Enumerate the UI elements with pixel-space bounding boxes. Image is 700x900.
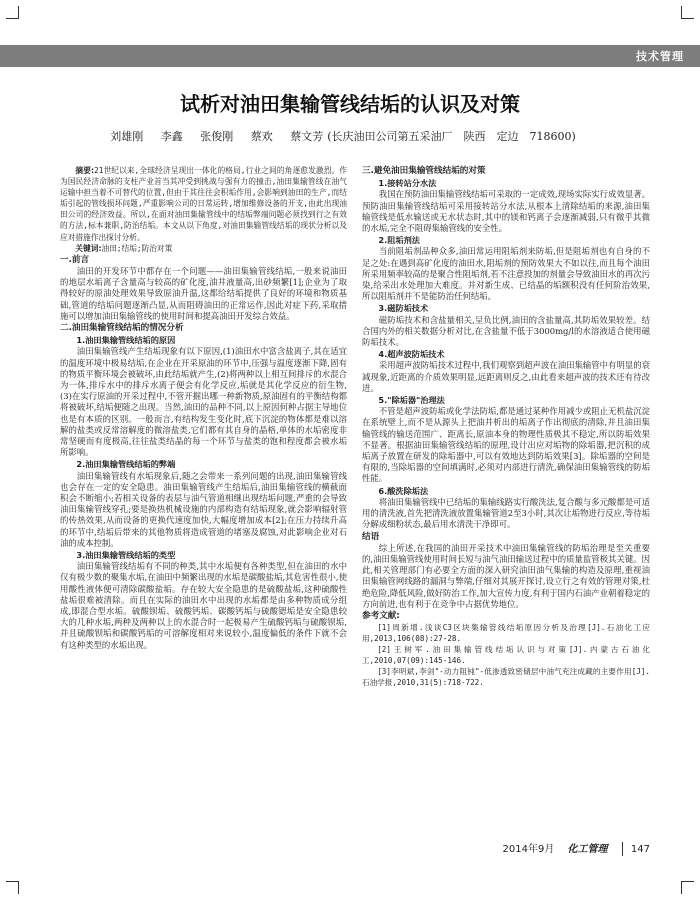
magazine-name: 化工管理 xyxy=(567,844,608,855)
paragraph: 不管是超声波防垢或化学法防垢,都是通过某种作用减少或阻止无机盐沉淀在系统壁上,而不是从源头上把油井析出的垢离子作出彻底的清除,并且油田集输管线的输送范围广、距离长,原油本身的物理性质极其不稳定,所以防垢效果不显著。根据油田集输管线结垢的原理,设计出应对垢物的除垢器,把沉积的成垢离子放置在研发的除垢器中,可以有效地达到防垢效果[3]。除垢器的空间是有限的,当除垢器的空间填满时,必须对内部进行清洗,确保油田集输管线的防垢性能。 xyxy=(362,406,650,484)
divider xyxy=(622,842,623,856)
issue-date: 2014年9月 xyxy=(502,844,555,855)
paragraph: 油田集输管线结垢有不同的种类,其中水垢便有各种类型,但在油田的水中仅有极少数的聚集水垢,在油田中频繁出现的水垢是碳酸盐垢,其危害性很小,使用酸性液体便可清除碳酸盐垢。存在较大安全隐患的是硫酸盐垢,这种硫酸性盐垢很难被清除。而且在实际的油田水中出现的水垢都是由多种物质成分组成,即混合型水垢。硫酸钡垢、硫酸钙垢、碳酸钙垢与硫酸锶垢是安全隐患较大的几种水垢,两种及两种以上的水混合时一起极易产生硫酸钙垢与硫酸钡垢,并且硫酸钡垢和碳酸钙垢的可溶解度相对来说较小,温度偏低的条件下就不会有这种类型的水垢出现。 xyxy=(60,561,347,650)
section-header-bar xyxy=(0,45,700,67)
paragraph: 综上所述,在我国的油田开采技术中油田集输管线的防垢治理是至关重要的,油田集输管线使用时间长短与油气油田输送过程中的质量监管极其关键。因此,相关管理部门有必要全方面的深入研究油田油气集输的构造及原理,重视油田集输管网线路的漏洞与弊端,仔细对其展开探讨,设立行之有效的管理对策,杜绝危险,降低风险,做好防治工作,加大宣传力度,有利于国内石油产业朝着稳定的方向前进,也有利于在竞争中占据优势地位。 xyxy=(362,542,650,609)
paragraph: 油田集输管线产生结垢现象有以下原因,(1)油田水中富含盐离子,其在适宜的温度环境中极易结垢,在企业在开采原油的环节中,压强与温度逐渐下降,固有的物质平衡环境会被破坏,由此结垢就产生,(2)将两种以上相互间排斥的水混合为一体,排斥水中的排斥水离子便会有化学反应,垢就是其化学反应的衍生物,(3)在实行原油的开采过程中,不管开掘出哪一种新物质,原油固有的平衡结构都将被破坏,结垢便随之出现。当然,油田的品种不同,以上原因何种占据主导地位也是有本质的区别。一般而言,有结构发生变化时,底下沉淀的物体都是难以溶解的盐类或反常溶解度的微溶盐类,它们都有其自身的晶格,单体的水垢密度非常坚硬而有度极高,往往盐类结晶的每一个环节与盐类的饱和程度都会被水垢所影响。 xyxy=(60,346,347,458)
author: 蔡欢 xyxy=(250,130,273,143)
page-number: 147 xyxy=(630,844,650,855)
author-line xyxy=(0,128,700,144)
subsection-heading: 2.阻垢剂法 xyxy=(378,235,420,246)
subsection-heading: 3.磁防垢技术 xyxy=(378,303,429,314)
crop-mark xyxy=(6,6,19,19)
section-heading: 二.油田集输管线结垢的情况分析 xyxy=(60,322,184,333)
crop-mark xyxy=(6,881,19,894)
paragraph: 我国在预防油田集输管线结垢可采取的一定成效,现场实际实行成效显著。预防油田集输管线结垢可采用接转站分水法,从根本上清除结垢的来源,油田集输管线是低水输送或无水状态时,其中的镁和钙离子会逐渐减弱,只有微乎其微的水垢,完全不阻碍集输管线的安全性。 xyxy=(362,189,650,234)
keywords-label: 关键词: xyxy=(75,243,102,253)
author: 蔡文芳 xyxy=(290,130,324,143)
crop-mark xyxy=(681,881,694,894)
crop-mark xyxy=(681,6,694,19)
subsection-heading: 2.油田集输管线结垢的弊端 xyxy=(76,459,176,470)
references-heading: 参考文献: xyxy=(362,610,400,621)
section-heading: 三.避免油田集输管线结垢的对策 xyxy=(362,166,486,176)
abstract-label: 摘要: xyxy=(75,166,95,175)
subsection-heading: 6.酸洗除垢法 xyxy=(378,485,429,496)
keywords: 油田;结垢;防治对策 xyxy=(101,243,173,253)
paragraph: 油田集输管线有水垢现象后,随之会带来一系列问题的出现,油田集输管线也会存在一定的安全隐患。油田集输管线产生结垢后,油田集输管线的横截面积会不断缩小;若相关设备的表层与油气管道相继出现结垢问题,严重的会导致油田集输管线穿孔;要是换热机械设施的内部构造有结垢现象,就会影响辐射管的传热效果,从而设备的更换代速度加快,大幅度增加成本[2];在压力持续升高的环节中,结垢后带来的其他物质将造成管道的堵塞及腐蚀,对此影响企业对石油的成本控制。 xyxy=(60,470,347,548)
paragraph: 磁防垢技术和含盐量相关,呈负比例,油田的含盐量高,其防垢效果较差。结合国内外的相关数据分析对比,在含盐量不低于3000mg/l的水溶液适合使用磁防垢技术。 xyxy=(362,314,650,348)
page-footer xyxy=(503,840,650,856)
right-column xyxy=(362,165,650,688)
subsection-heading: 5."除垢器"治理法 xyxy=(378,395,445,406)
abstract-text: 21世纪以来,全球经济呈现出一体化的格局,行业之间的角逐愈发激烈。作为国民经济命脉的支柱产业首当其冲受到挑战与强有力的撞击,油田集输管线在油气运输中担当着不可替代的位置,但由于其往往会积垢作用,会影响到油田的生产,而结垢引起的管线损坏问题,严重影响公司的日常运转,增加维修设备的开支,由此出现油田公司的经济效益。所以,在面对油田集输管线中的结垢弊端问题必须找到行之有效的方法,标本兼职,防治结垢。本文从以下角度,对油田集输管线结垢的现状分析以及应对措施作出探讨分析。 xyxy=(60,166,347,242)
author: 张俊刚 xyxy=(200,130,234,143)
subsection-heading: 1.接转站分水法 xyxy=(378,178,437,189)
paragraph: 将油田集输管线中已结垢的集输线路实行酸洗法,复合酸与多元酸都是可适用的清洗液,首先把清洗液放置集输管道2至3小时,其次让垢物进行反应,等待垢分解成细粉状态,最后用水清洗干净即可。 xyxy=(362,496,650,530)
section-heading: 结语 xyxy=(362,531,380,542)
reference-item: [1]周新增.浅谈C3区块集输管线结垢原因分析及治理[J].石油化工应用,2013,106(08):27-28. xyxy=(362,623,650,644)
section-heading: 一.前言 xyxy=(60,254,90,265)
affiliation: (长庆油田公司第五采油厂 陕西 定边 718600) xyxy=(327,130,576,143)
subsection-heading: 1.油田集输管线结垢的原因 xyxy=(76,335,176,346)
left-column xyxy=(60,165,347,651)
paragraph: 采用超声波防垢技术过程中,我们观察到超声波在油田集输管中有明显的衰减现象,近距离的介质效果明显,远距离则反之,由此看来超声波的技术还有待改进。 xyxy=(362,360,650,393)
author: 李鑫 xyxy=(160,130,183,143)
paragraph: 当前阻垢剂品种众多,油田常运用阻垢剂来防垢,但是阻垢剂也有自身的不足之处:在遇到高矿化度的油田水,阻垢剂的预防效果大不如以往,而且每个油田所采用频率较高的是聚合性阻垢剂,若不注意投加的剂量会导致油田水的再次污染,给采出水处理加大难度。并对新生成、已结晶的垢额积没有任何阶治效果,所以阻垢剂并不是能防治任何结垢。 xyxy=(362,246,650,302)
subsection-heading: 3.油田集输管线结垢的类型 xyxy=(76,550,176,561)
subsection-heading: 4.超声波防垢技术 xyxy=(378,349,445,360)
paragraph: 油田的开发环节中都存在一个问题——油田集输管线结垢,一般来说油田的地层水垢离子含量高与较高的矿化度,油井液量高,出砂频繁[1];企业为了取得较好的原油处理效果导致原油升温,这都给结垢提供了良好的环境和物质基础,管道的结垢问题逐渐凸显,从而阻碍油田的正常运作,因此对症下药,采取措施可以增加油田集输管线的使用时间和提高油田开发综合效益。 xyxy=(60,265,347,321)
author: 刘雄刚 xyxy=(110,130,144,143)
reference-list xyxy=(362,622,650,688)
section-label: 技术管理 xyxy=(636,50,684,63)
reference-item: [2]王树军.油田集输管线结垢认识与对策[J].内蒙古石油化工,2010,07(09):145-146. xyxy=(362,645,650,666)
reference-item: [3]李明斌,李剑"-动力阻钝"-低渗透致密储层中油气充注成藏的主要作用[J].石油学报,2010,31(5):718-722. xyxy=(362,667,650,688)
article-title: 试析对油田集输管线结垢的认识及对策 xyxy=(180,92,520,116)
abstract xyxy=(60,165,347,254)
